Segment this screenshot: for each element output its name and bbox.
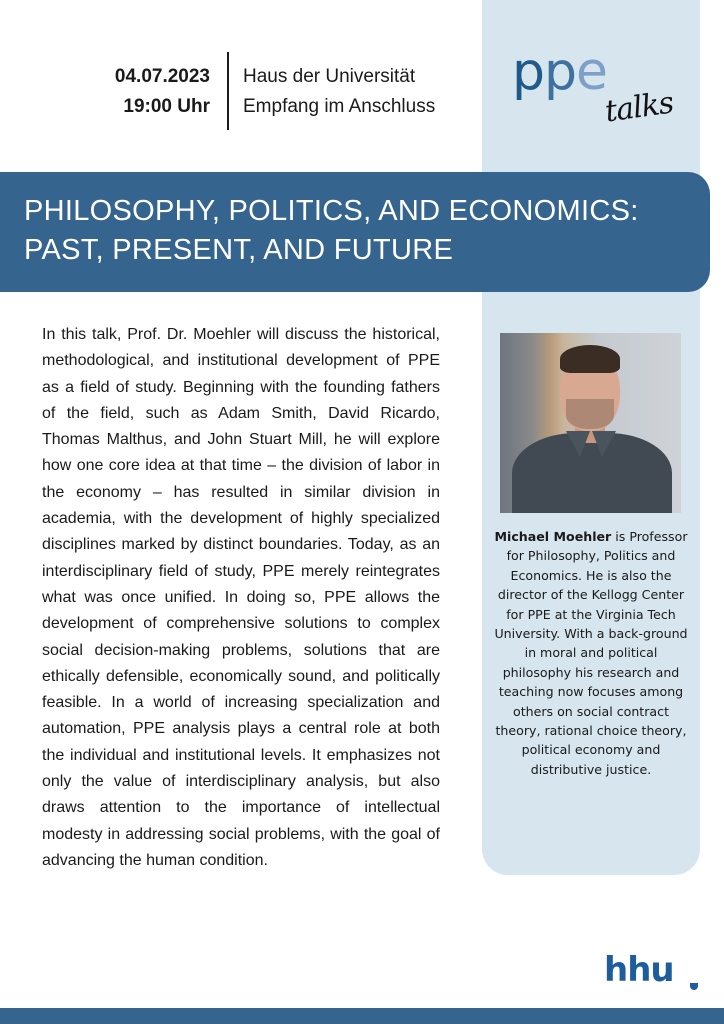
ppe-talks-logo	[512, 42, 676, 146]
event-location: Haus der Universität	[243, 66, 416, 87]
talk-abstract: In this talk, Prof. Dr. Moehler will discuss the historical, methodological, and institutional development of PPE as a field of study. Beginning with the founding fathers of the field, such as Adam Smith, David Ricardo, Thomas Malthus, and John Stuart Mill, he will explore how one core idea at that time – the division of labor in the economy – has resulted in similar division in academia, with the development of highly specialized disciplines marked by distinct boundaries. Today, as an interdisciplinary field of study, PPE merely reintegrates what was once unified. In doing so, PPE allows the development of comprehensive solutions to complex social decision-making problems, solutions that are ethically defensible, economically sound, and politically feasible. In a world of increasing specialization and automation, PPE analysis plays a central role at both the individual and institutional levels. It emphasizes not only the value of interdisciplinary analysis, but also draws attention to the importance of intellectual modesty in addressing social problems, with the goal of advancing the human condition.	[42, 326, 440, 869]
ppe-letter-p1: p	[512, 42, 545, 102]
photo-collar-right	[592, 431, 616, 457]
photo-collar-left	[566, 431, 590, 457]
footer-bar	[0, 1008, 724, 1024]
event-time: 19:00 Uhr	[123, 96, 210, 117]
speaker-bio	[490, 527, 692, 779]
speaker-name: Michael Moehler	[494, 529, 612, 544]
photo-hair	[560, 345, 620, 373]
title-banner	[0, 172, 710, 292]
hhu-logo-dot	[690, 983, 698, 990]
talk-title	[24, 192, 704, 270]
hhu-logo: hhu	[604, 950, 674, 990]
event-reception: Empfang im Anschluss	[243, 96, 436, 117]
talk-title-line-2: PAST, PRESENT, AND FUTURE	[24, 234, 454, 266]
speaker-bio-text: is Professor for Philosophy, Politics and Economics. He is also the director of the Kellogg Center for PPE at the Virginia Tech University. With a back-ground in moral and political philosophy his research and teaching now focuses among others on social contract theory, rational choice theory, political economy and distributive justice.	[494, 529, 688, 777]
event-datetime	[90, 62, 210, 122]
speaker-photo	[500, 333, 681, 513]
event-date: 04.07.2023	[114, 66, 210, 87]
ppe-wordmark	[512, 42, 608, 102]
ppe-letter-p2: p	[544, 42, 577, 102]
event-venue	[243, 62, 473, 122]
photo-beard	[566, 399, 614, 429]
ppe-letter-e: e	[576, 42, 608, 102]
talks-script: talks	[602, 85, 676, 130]
header-divider	[227, 52, 229, 130]
talk-title-line-1: PHILOSOPHY, POLITICS, AND ECONOMICS:	[24, 195, 639, 227]
